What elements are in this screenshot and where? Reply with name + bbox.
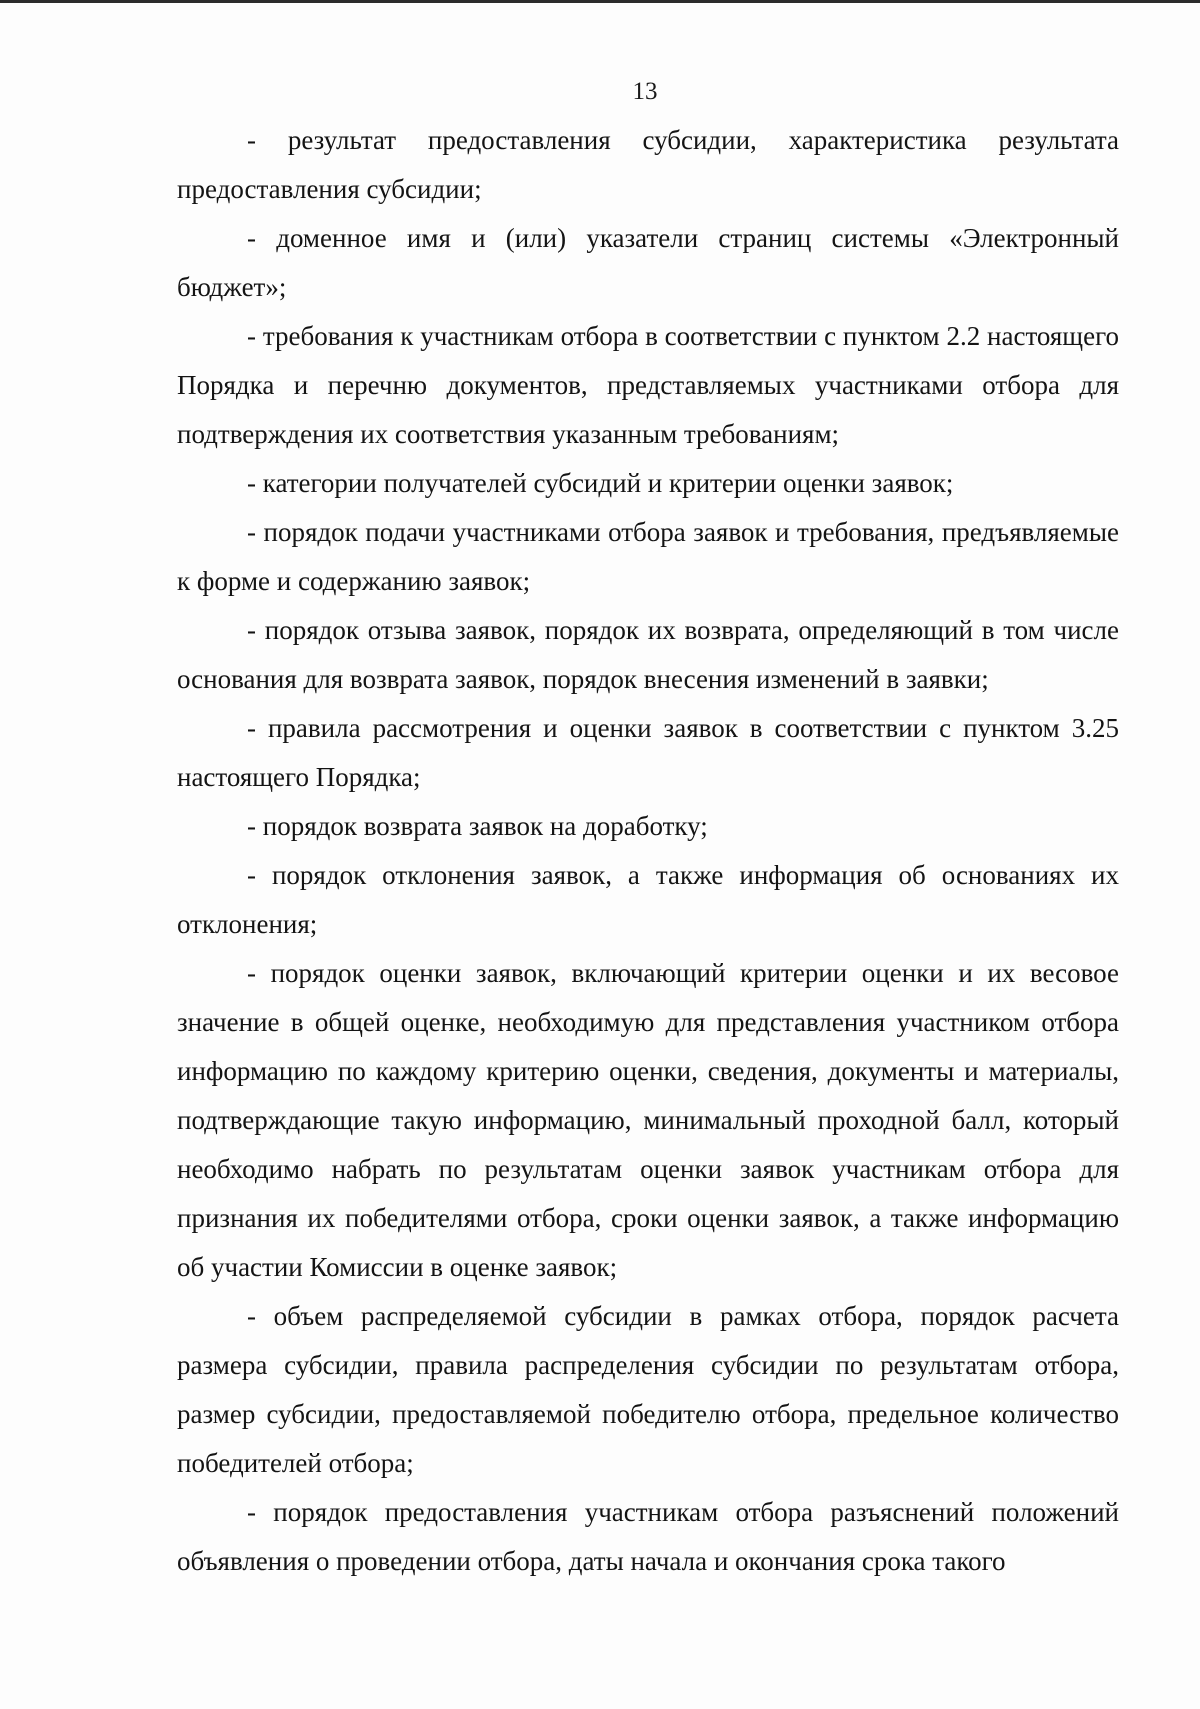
paragraph-application-submission: - порядок подачи участниками отбора заявок и требования, предъявляемые к форме и содержанию заявок; — [177, 517, 1119, 596]
paragraph-rejection-procedure: - порядок отклонения заявок, а также информация об основаниях их отклонения; — [177, 860, 1119, 939]
paragraph-clarifications: - порядок предоставления участникам отбора разъяснений положений объявления о проведении отбора, даты начала и окончания срока такого — [177, 1497, 1119, 1576]
paragraph-review-rules: - правила рассмотрения и оценки заявок в соответствии с пунктом 3.25 настоящего Порядка; — [177, 713, 1119, 792]
paragraph-return-for-revision: - порядок возврата заявок на доработку; — [247, 811, 708, 841]
paragraph-domain-name: - доменное имя и (или) указатели страниц системы «Электронный бюджет»; — [177, 223, 1119, 302]
scan-top-edge — [0, 0, 1200, 3]
page-number: 13 — [632, 78, 658, 105]
paragraph-application-withdrawal: - порядок отзыва заявок, порядок их возврата, определяющий в том числе основания для возврата заявок, порядок внесения изменений в заявки; — [177, 615, 1119, 694]
paragraph-subsidy-result: - результат предоставления субсидии, характеристика результата предоставления субсидии; — [177, 125, 1119, 204]
paragraph-participant-requirements: - требования к участникам отбора в соответствии с пунктом 2.2 настоящего Порядка и перечню документов, представляемых участниками отбора для подтверждения их соответствия указанным требованиям; — [177, 321, 1119, 449]
document-body — [177, 116, 1119, 1586]
paragraph-subsidy-volume: - объем распределяемой субсидии в рамках отбора, порядок расчета размера субсидии, правила распределения субсидии по результатам отбора, размер субсидии, предоставляемой победителю отбора, предельное количество победителей отбора; — [177, 1301, 1119, 1478]
paragraph-recipient-categories: - категории получателей субсидий и критерии оценки заявок; — [247, 468, 954, 498]
paragraph-evaluation-procedure: - порядок оценки заявок, включающий критерии оценки и их весовое значение в общей оценке, необходимую для представления участником отбора информацию по каждому критерию оценки, сведения, документы и материалы, подтверждающие такую информацию, минимальный проходной балл, который необходимо набрать по результатам оценки заявок участникам отбора для признания их победителями отбора, сроки оценки заявок, а также информацию об участии Комиссии в оценке заявок; — [177, 958, 1119, 1282]
